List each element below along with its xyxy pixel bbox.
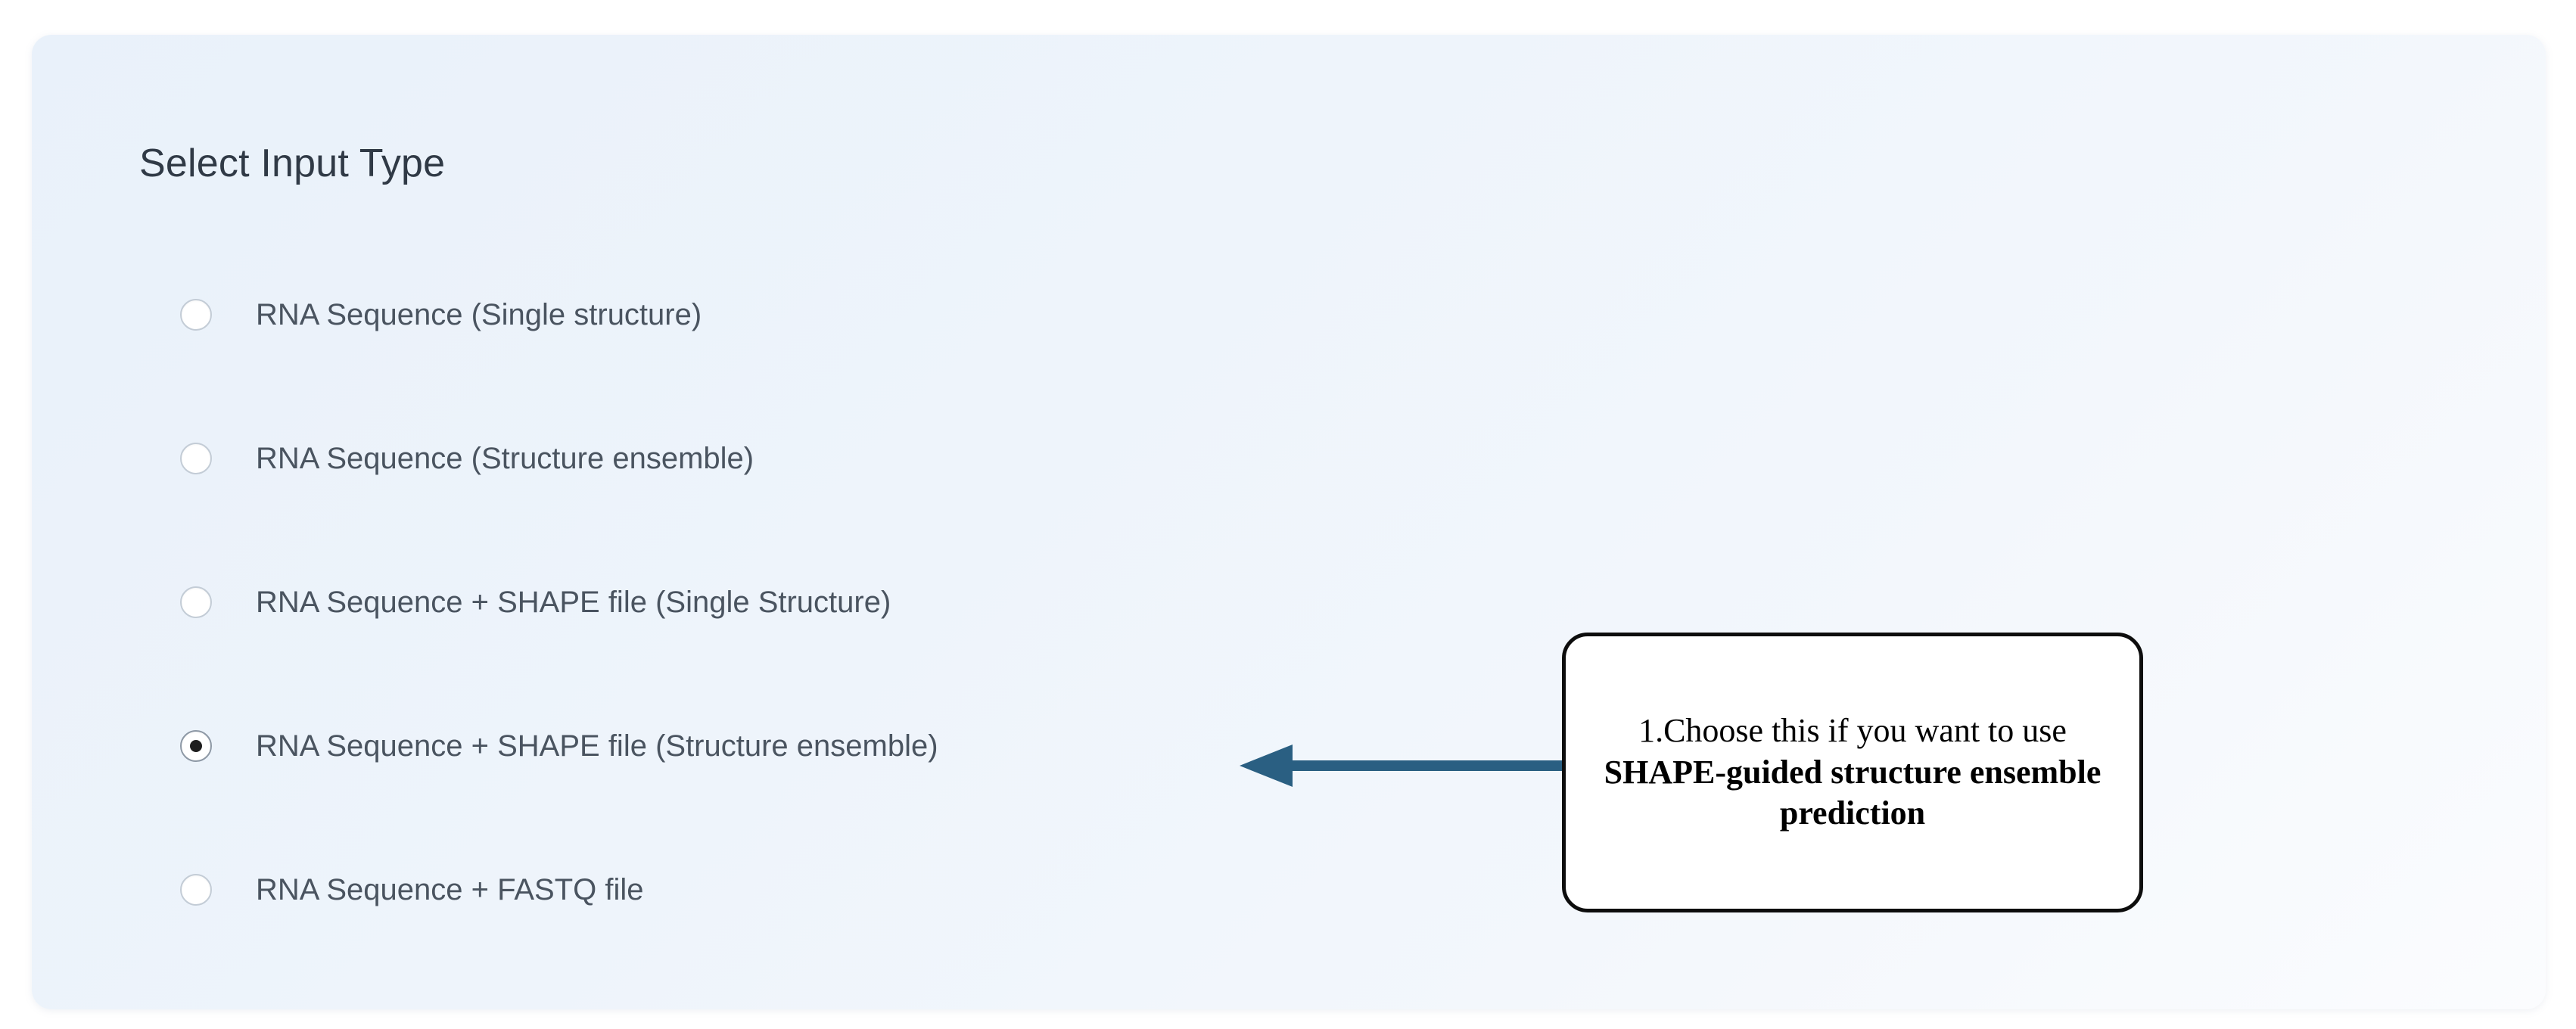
annotation-text <box>1566 710 2139 835</box>
annotation-callout <box>1562 633 2143 912</box>
radio-button-selected[interactable] <box>180 730 212 762</box>
radio-option-label: RNA Sequence + SHAPE file (Structure ensemble) <box>256 729 938 763</box>
annotation-lead-text: 1.Choose this if you want to use <box>1638 712 2067 750</box>
radio-button[interactable] <box>180 299 212 331</box>
input-type-radio-group[interactable] <box>180 284 1542 1003</box>
annotation-emphasis-text: SHAPE-guided structure ensemble prediction <box>1604 753 2102 832</box>
input-type-panel <box>32 35 2546 1009</box>
radio-option-rna-sequence-fastq[interactable] <box>180 860 1542 920</box>
radio-option-rna-sequence-structure-ensemble[interactable] <box>180 428 1542 489</box>
annotation-arrow-icon <box>1234 745 1566 787</box>
radio-button[interactable] <box>180 586 212 618</box>
radio-option-label: RNA Sequence (Single structure) <box>256 297 702 331</box>
radio-option-label: RNA Sequence (Structure ensemble) <box>256 441 754 475</box>
radio-button[interactable] <box>180 874 212 906</box>
radio-option-label: RNA Sequence + SHAPE file (Single Structure) <box>256 585 891 619</box>
radio-option-rna-sequence-single-structure[interactable] <box>180 284 1542 345</box>
radio-option-rna-sequence-shape-single-structure[interactable] <box>180 572 1542 633</box>
radio-option-label: RNA Sequence + FASTQ file <box>256 872 644 906</box>
page-title: Select Input Type <box>139 141 446 185</box>
radio-button[interactable] <box>180 443 212 474</box>
